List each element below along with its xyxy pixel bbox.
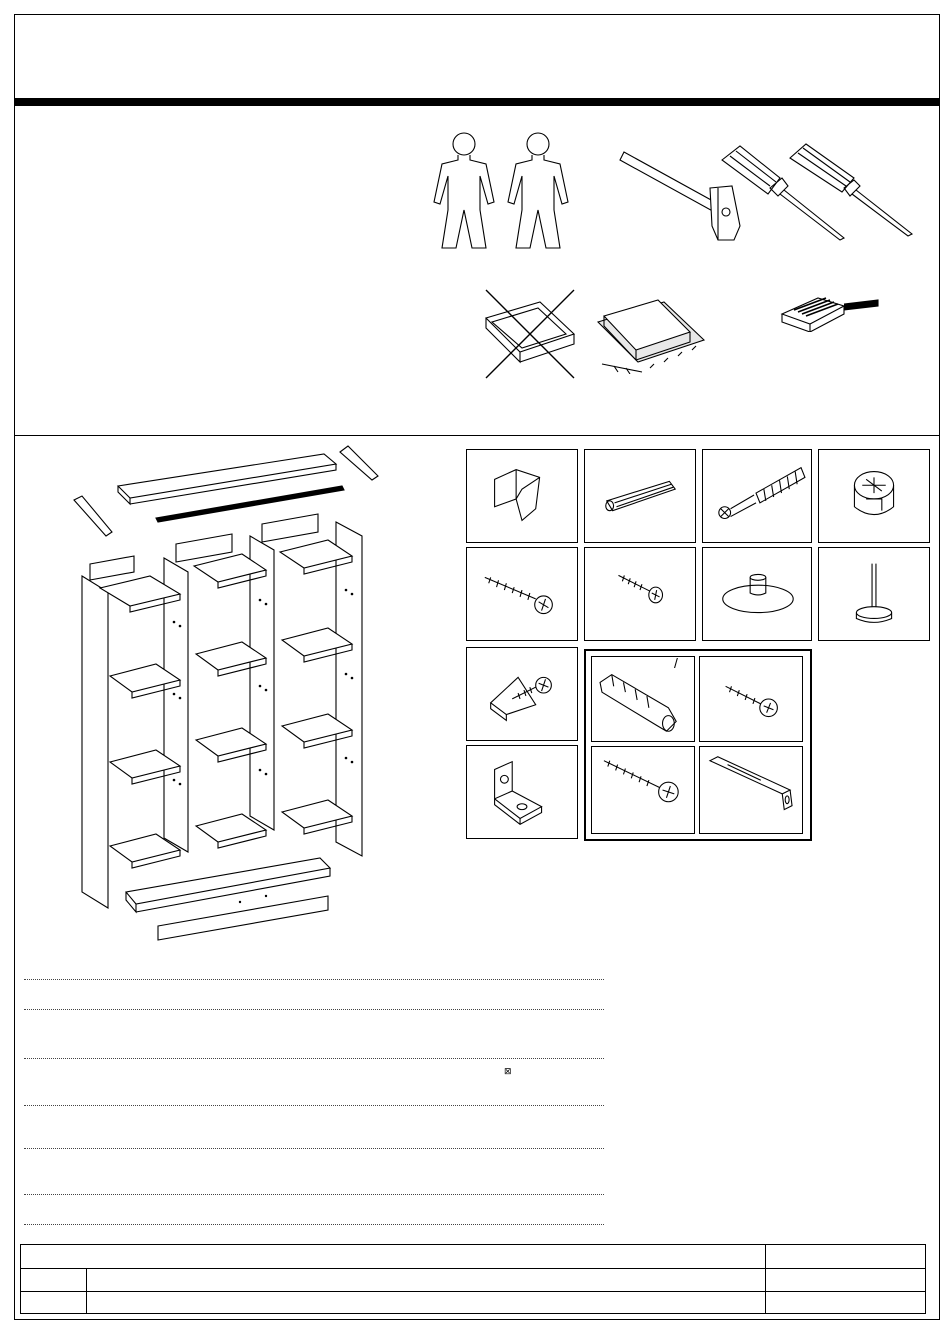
round-head-screw-icon (700, 657, 802, 741)
shelf-support-disc-icon (703, 548, 811, 640)
section-divider (14, 435, 940, 436)
instruction-line (24, 1224, 604, 1225)
instruction-line (24, 1194, 604, 1195)
wood-clip-icon (467, 450, 577, 542)
instruction-line (24, 979, 604, 980)
no-hard-surface-icon (480, 288, 580, 380)
dowel-icon (585, 450, 695, 542)
glide-nail-icon (819, 548, 929, 640)
cam-lock-icon (819, 450, 929, 542)
short-screw-tile (584, 547, 696, 641)
connector-bolt-icon (703, 450, 811, 542)
corner-bracket-tile (466, 647, 578, 741)
corner-bracket-icon (467, 648, 577, 740)
instruction-marker: ⊠ (504, 1067, 512, 1077)
shelf-assembly-diagram (60, 440, 390, 950)
shelf-support-disc-tile (702, 547, 812, 641)
instruction-line (24, 1009, 604, 1010)
table-column (86, 1268, 87, 1314)
cleaning-cloth-icon (774, 290, 884, 332)
round-head-screw-tile (699, 656, 803, 742)
table-row (21, 1268, 925, 1269)
cam-lock-tile (818, 449, 930, 543)
instruction-line (24, 1148, 604, 1149)
long-screw-icon (467, 548, 577, 640)
glide-nail-tile (818, 547, 930, 641)
instruction-line (24, 1058, 604, 1059)
table-column (765, 1245, 766, 1313)
dowel-tile (584, 449, 696, 543)
wood-clip-tile (466, 449, 578, 543)
short-screw-icon (585, 548, 695, 640)
header-area (14, 14, 940, 98)
footer-table (20, 1244, 926, 1314)
wall-strap-tile (699, 746, 803, 834)
two-people-icon (428, 130, 578, 252)
soft-surface-icon (594, 292, 714, 374)
screwdriver-phillips-icon (780, 140, 925, 240)
wall-screw-tile (591, 746, 695, 834)
wall-strap-icon (700, 747, 802, 833)
wall-plug-icon (592, 657, 694, 741)
wall-fixing-note: / (674, 655, 678, 671)
header-divider (14, 98, 940, 106)
l-bracket-tile (466, 745, 578, 839)
wall-plug-tile (591, 656, 695, 742)
l-bracket-icon (467, 746, 577, 838)
table-row (21, 1291, 925, 1292)
wall-screw-icon (592, 747, 694, 833)
long-screw-tile (466, 547, 578, 641)
instruction-line (24, 1105, 604, 1106)
connector-bolt-tile (702, 449, 812, 543)
